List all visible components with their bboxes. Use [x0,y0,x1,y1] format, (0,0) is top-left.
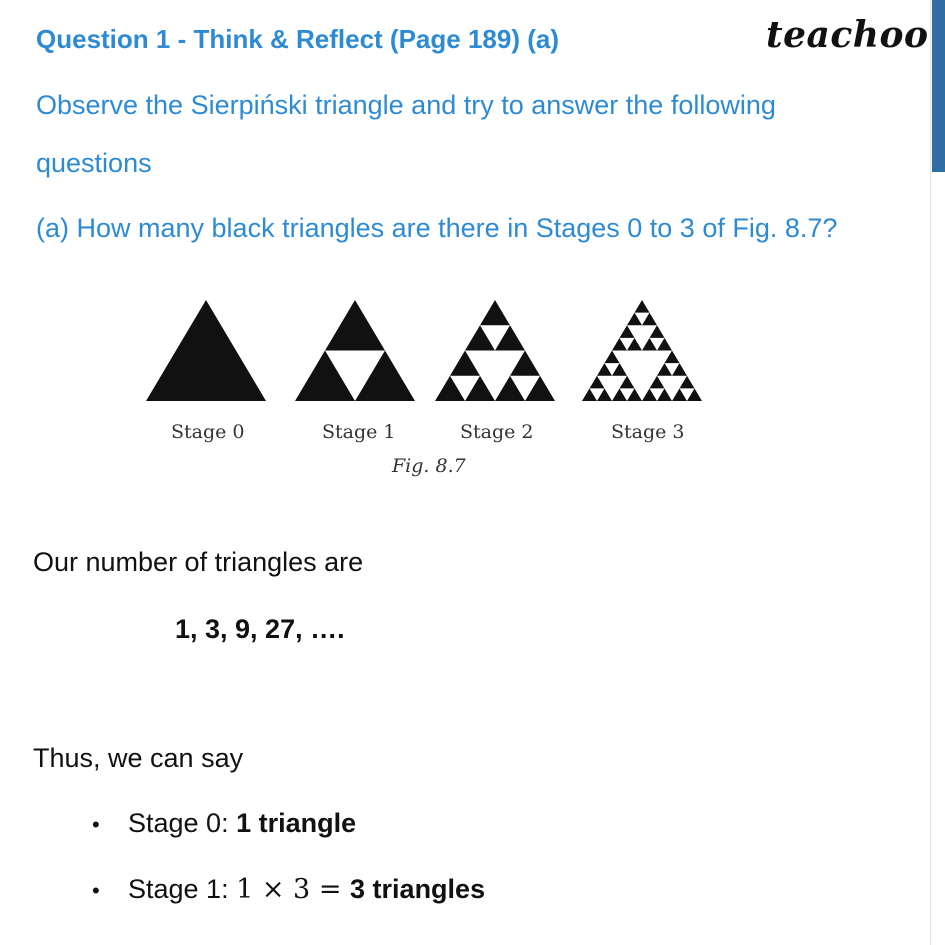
black-triangle [465,376,495,401]
teachoo-logo: teachoo [766,14,929,56]
black-triangle [495,376,525,401]
black-triangle [465,325,495,350]
bullet-prefix: Stage 1: [128,874,237,904]
sierpinski-triangles [140,290,740,410]
black-triangle [627,388,642,401]
question-part-a: (a) How many black triangles are there in Stages 0 to 3 of Fig. 8.7? [36,213,838,243]
bullet-prefix: Stage 0: [128,808,237,838]
black-triangle [642,388,657,401]
answer-intro: Our number of triangles are [33,547,364,577]
bullet-result: 1 triangle [236,808,357,838]
black-triangle [620,376,635,389]
black-triangle [657,338,672,351]
black-triangle [650,325,665,338]
bullet-math: 1 × 3 = [236,874,351,905]
black-triangle [665,351,680,364]
black-triangle [687,388,702,401]
bullet-result: 3 triangles [350,874,486,904]
black-triangle [620,325,635,338]
black-triangle [325,300,385,351]
black-triangle [612,338,627,351]
stage-label-1: Stage 1 [322,421,396,443]
question-line-2: questions [36,148,152,178]
black-triangle [605,351,620,364]
black-triangle [635,300,650,313]
black-triangle [597,388,612,401]
black-triangle [657,363,672,376]
black-triangle [510,351,540,376]
black-triangle [495,325,525,350]
stage-3-triangles [582,300,702,401]
black-triangle [680,376,695,389]
black-triangle [450,351,480,376]
black-triangle [612,388,627,401]
bullet-stage-1 [128,874,485,905]
black-triangle [612,363,627,376]
black-triangle [590,376,605,389]
black-triangle [525,376,555,401]
question-line-1: Observe the Sierpiński triangle and try to answer the following [36,90,776,120]
stage-1-triangles [295,300,415,401]
figure-caption: Fig. 8.7 [392,455,466,477]
page-title: Question 1 - Think & Reflect (Page 189) (a) [36,24,559,54]
black-triangle [642,313,657,326]
stage-label-3: Stage 3 [611,421,685,443]
black-triangle [672,388,687,401]
black-triangle [295,351,355,402]
bullet-point: • [92,812,100,837]
sierpinski-figure [140,290,740,485]
stage-2-triangles [435,300,555,401]
black-triangle [672,363,687,376]
triangle-sequence: 1, 3, 9, 27, …. [175,614,345,644]
thus-text: Thus, we can say [33,743,244,773]
black-triangle [582,388,597,401]
black-triangle [146,300,266,401]
stage-label-0: Stage 0 [171,421,245,443]
black-triangle [435,376,465,401]
bullet-point: • [92,878,100,903]
stage-label-2: Stage 2 [460,421,534,443]
black-triangle [627,313,642,326]
bullet-stage-0 [128,808,356,839]
stage-0-triangles [146,300,266,401]
black-triangle [597,363,612,376]
black-triangle [657,388,672,401]
scrollbar-thumb[interactable] [932,0,945,172]
black-triangle [355,351,415,402]
black-triangle [650,376,665,389]
black-triangle [627,338,642,351]
black-triangle [480,300,510,325]
black-triangle [642,338,657,351]
